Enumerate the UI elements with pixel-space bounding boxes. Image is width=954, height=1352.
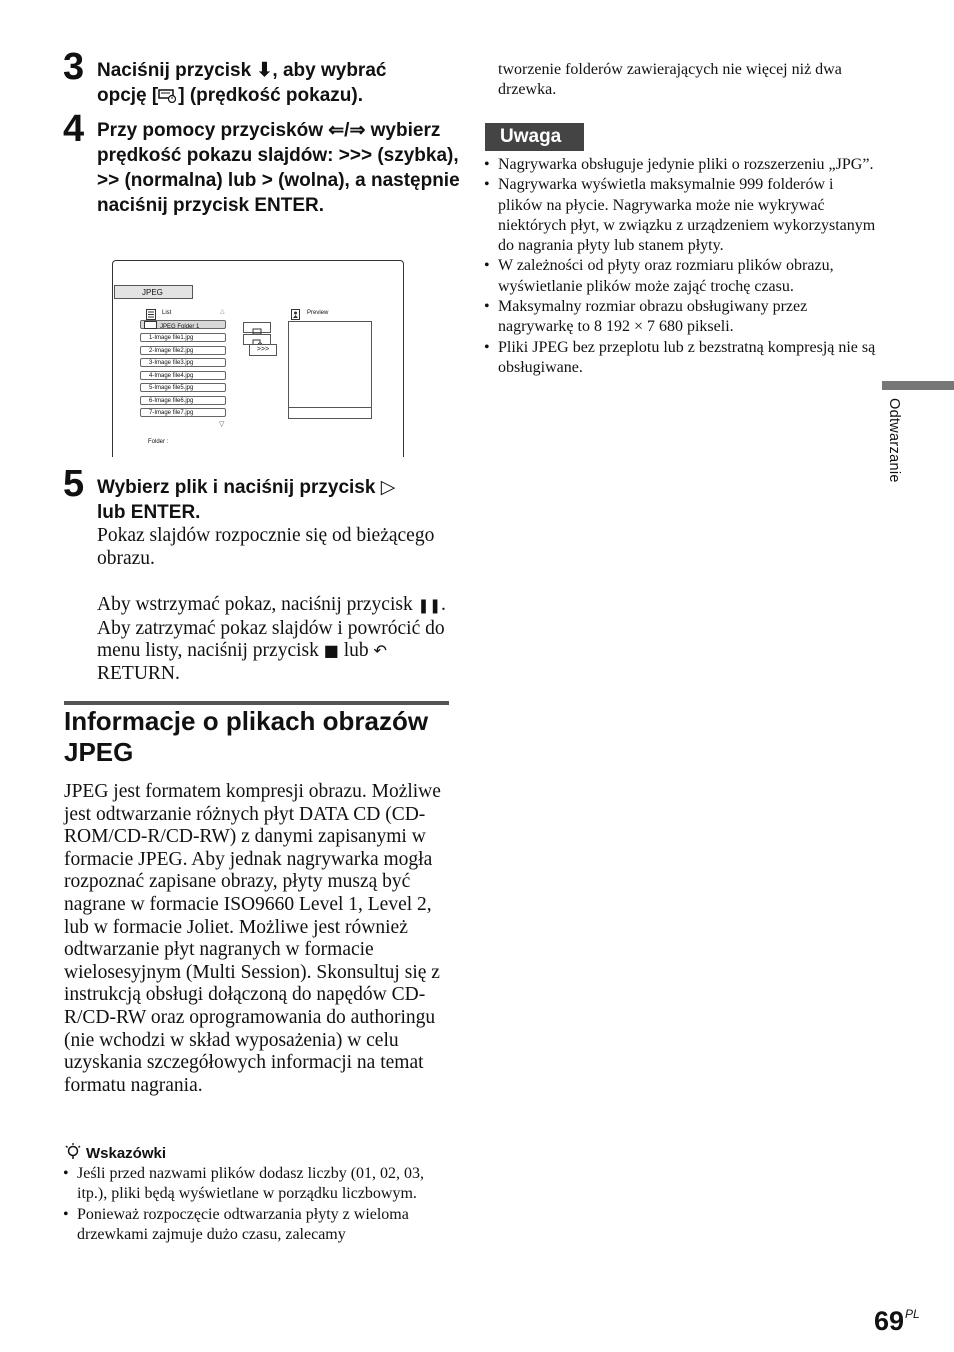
tip-continuation: tworzenie folderów zawierających nie więcej niż dwa drzewka.	[498, 61, 842, 99]
tips-list	[63, 1164, 453, 1245]
speed-value[interactable]: >>>	[249, 344, 277, 356]
file-row[interactable]: 7-Image file7.jpg	[140, 408, 226, 417]
down-arrow-icon: ⬇	[256, 60, 273, 81]
note-item: • Nagrywarka wyświetla maksymalnie 999 folderów i plików na płycie. Nagrywarka może nie wykrywać niektórych płyt, w związku z urządzeniem wykorzystanym do nagrania płyty lub stanem płyty.	[484, 175, 879, 256]
jpeg-menu-screenshot	[112, 260, 404, 457]
step-5-heading: Wybierz plik i naciśnij przycisk ▷ lub ENTER.	[97, 477, 396, 523]
step-4-heading: Przy pomocy przycisków ⇐/⇒ wybierz prędkość pokazu slajdów: >>> (szybka), >> (normalna) lub > (wolna), a następnie naciśnij przycisk ENTER.	[97, 120, 460, 216]
file-row[interactable]: 6-Image file6.jpg	[140, 396, 226, 405]
folder-icon	[144, 321, 157, 329]
tip-item: • Jeśli przed nazwami plików dodasz liczby (01, 02, 03, itp.), pliki będą wyświetlane w porządku liczbowym.	[63, 1164, 453, 1205]
note-item: • Pliki JPEG bez przeplotu lub z bezstratną kompresją nie są obsługiwane.	[484, 338, 879, 379]
section-divider	[64, 701, 449, 705]
note-title: Uwaga	[485, 123, 584, 151]
file-row[interactable]: 2-Image file2.jpg	[140, 346, 226, 355]
screen-title: JPEG	[114, 285, 193, 299]
step-5-text-1: Pokaz slajdów rozpocznie się od bieżącego obrazu.	[97, 525, 435, 569]
sidebar-section-label: Odtwarzanie	[886, 398, 902, 483]
step-number-4: 4	[63, 108, 84, 150]
pause-icon: ❚❚	[417, 598, 442, 614]
section-heading: Informacje o plikach obrazów JPEG	[64, 706, 429, 767]
scroll-up-icon[interactable]: △	[220, 309, 225, 315]
note-item: • Nagrywarka obsługuje jedynie pliki o rozszerzeniu „JPG”.	[484, 155, 879, 175]
folder-label: Folder :	[148, 439, 169, 445]
preview-area	[288, 321, 372, 419]
preview-info-bar	[289, 407, 371, 408]
play-icon: ▷	[380, 477, 396, 498]
note-list	[484, 155, 879, 378]
preview-label: Preview	[307, 310, 329, 316]
file-row[interactable]: 3-Image file3.jpg	[140, 358, 226, 367]
file-row[interactable]: 5-Image file5.jpg	[140, 383, 226, 392]
lightbulb-icon	[64, 1142, 82, 1165]
note-item: • W zależności od płyty oraz rozmiaru plików obrazu, wyświetlanie plików może zająć trochę czasu.	[484, 256, 879, 297]
stop-icon: ■	[323, 641, 339, 661]
step-number-5: 5	[63, 463, 84, 505]
left-right-arrows-icon: ⇐/⇒	[328, 120, 366, 141]
folder-row[interactable]: JPEG Folder 1	[140, 320, 226, 329]
sidebar-tab-bar	[882, 381, 954, 390]
display-option-button[interactable]	[243, 322, 271, 333]
slideshow-speed-icon	[158, 85, 178, 110]
return-icon: ↶	[373, 641, 387, 661]
scroll-down-icon[interactable]: ▽	[219, 421, 225, 428]
list-label: List	[162, 310, 172, 316]
step-3-heading: Naciśnij przycisk ⬇, aby wybrać opcję [ ] (prędkość pokazu).	[97, 58, 457, 110]
tips-title: Wskazówki	[86, 1145, 167, 1162]
note-item: • Maksymalny rozmiar obrazu obsługiwany przez nagrywarkę to 8 192 × 7 680 pikseli.	[484, 297, 879, 338]
step-5-text-2: Aby wstrzymać pokaz, naciśnij przycisk ❚❚. Aby zatrzymać pokaz slajdów i powrócić do menu listy, naciśnij przycisk ■ lub ↶ RETURN.	[97, 594, 446, 684]
tips-header	[64, 1142, 166, 1165]
page-language-suffix: PL	[905, 1307, 920, 1321]
step-number-3: 3	[63, 46, 84, 88]
tip-item: • Ponieważ rozpoczęcie odtwarzania płyty z wieloma drzewkami zajmuje dużo czasu, zalecamy	[63, 1205, 453, 1246]
section-body: JPEG jest formatem kompresji obrazu. Możliwe jest odtwarzanie różnych płyt DATA CD (CD-ROM/CD-R/CD-RW) z danymi zapisanymi w formacie JPEG. Aby jednak nagrywarka mogła rozpoznać zapisane obrazy, płyty muszą być nagrane w formacie ISO9660 Level 1, Level 2, lub w formacie Joliet. Możliwe jest również odtwarzanie płyt nagranych w formacie wielosesyjnym (Multi Session). Skonsultuj się z instrukcją obsługi dołączoną do napędów CD-R/CD-RW oraz oprogramowania do authoringu (nie wchodzi w skład wyposażenia) w celu uzyskania szczegółowych informacji na temat formatu nagrania.	[64, 781, 441, 1096]
page-number: $69^{PL}$	[874, 1306, 920, 1336]
file-row[interactable]: 1-Image file1.jpg	[140, 333, 226, 342]
file-row[interactable]: 4-Image file4.jpg	[140, 371, 226, 380]
